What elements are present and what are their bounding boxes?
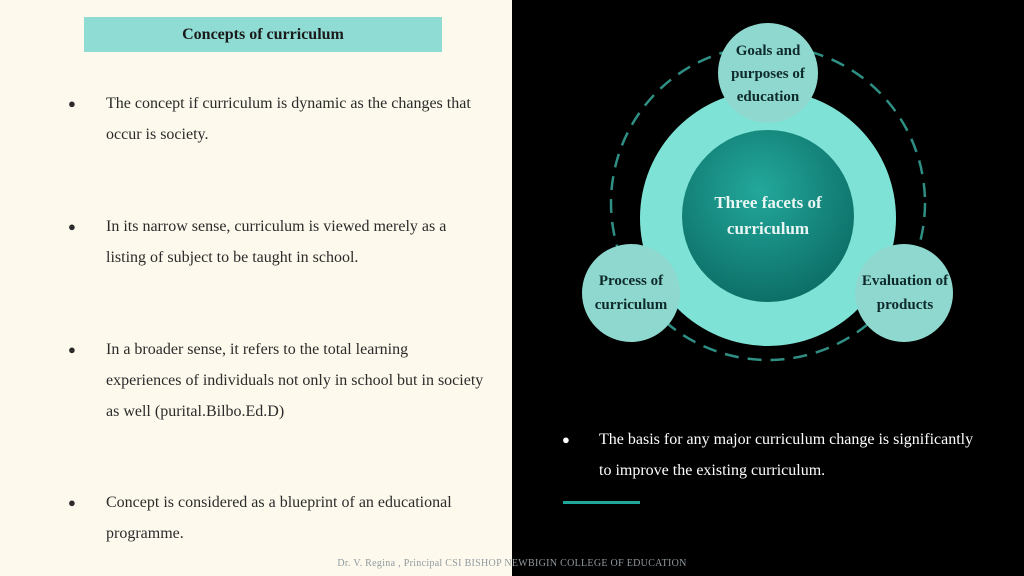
right-facet-label: Evaluation of products xyxy=(861,273,949,313)
bullet-dot: ● xyxy=(68,342,76,357)
bullet-dot: ● xyxy=(562,432,570,447)
bullet-text: Concept is considered as a blueprint of an educational programme. xyxy=(106,494,452,542)
bullet-dot: ● xyxy=(68,495,76,510)
bullet-dot: ● xyxy=(68,219,76,234)
center-label: Three facets of curriculum xyxy=(714,193,822,238)
footer-credit: Dr. V. Regina , Principal CSI BISHOP NEWBIGIN COLLEGE OF EDUCATION xyxy=(337,558,687,569)
bullet-dot: ● xyxy=(68,96,76,111)
bullet-text: In its narrow sense, curriculum is viewed merely as a listing of subject to be taught in school. xyxy=(106,218,447,266)
slide-title: Concepts of curriculum xyxy=(84,17,442,52)
accent-divider xyxy=(563,501,640,504)
top-facet-label: Goals and purposes of education xyxy=(731,42,805,105)
bullet-text: The concept if curriculum is dynamic as the changes that occur is society. xyxy=(106,95,471,143)
left-facet-label: Process of curriculum xyxy=(594,273,668,313)
bullet-text: The basis for any major curriculum change is significantly to improve the existing curriculum. xyxy=(599,431,974,479)
bullet-text: In a broader sense, it refers to the total learning experiences of individuals not only in school but in society as well (purital.Bilbo.Ed.D) xyxy=(106,341,484,420)
